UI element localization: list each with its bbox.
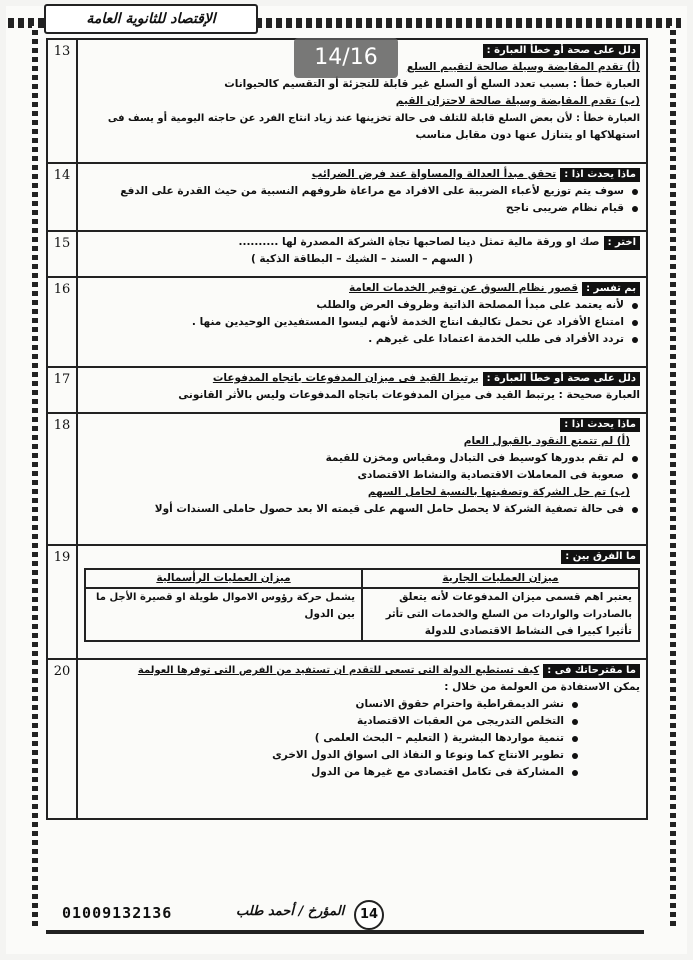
question-body bbox=[78, 414, 646, 544]
question-body bbox=[78, 546, 646, 658]
column-line: تأثيرا كبيرا فى النشاط الاقتصادى للدولة bbox=[424, 625, 632, 637]
question-prompt: دلل على صحة أو خطأ العبارة : bbox=[483, 44, 640, 58]
question-number: 16 bbox=[48, 278, 78, 366]
column-line: بالصادرات والواردات من السلع والخدمات التى تأثر bbox=[385, 609, 632, 620]
answer-bullet: نشر الديمقراطية واحترام حقوق الانسان bbox=[84, 696, 580, 713]
question-body bbox=[78, 278, 646, 366]
answer-options: ( السهم – السند – الشيك – البطاقة الذكية ) bbox=[250, 253, 474, 265]
comparison-column-capital bbox=[86, 570, 363, 640]
left-ornament-border bbox=[32, 26, 38, 926]
answer-intro: يمكن الاستفادة من العولمة من خلال : bbox=[444, 681, 640, 693]
answer-bullet: تنمية مواردها البشرية ( التعليم – البحث العلمى ) bbox=[84, 730, 580, 747]
question-body bbox=[78, 368, 646, 412]
answer-bullet: تطوير الانتاج كما ونوعا و النفاذ الى اسواق الدول الاخرى bbox=[84, 747, 580, 764]
top-ornament-border bbox=[256, 18, 681, 28]
question-row-17 bbox=[48, 368, 646, 414]
question-number: 17 bbox=[48, 368, 78, 412]
question-row-16 bbox=[48, 278, 646, 368]
question-number: 18 bbox=[48, 414, 78, 544]
page-counter-badge: 14/16 bbox=[294, 38, 398, 78]
answer-bullet: لم تقم بدورها كوسيط فى التبادل ومقياس ومخزن للقيمة bbox=[84, 450, 640, 467]
column-header: ميزان العمليات الرأسمالية bbox=[86, 570, 361, 589]
top-ornament-border-left bbox=[8, 18, 48, 28]
question-prompt: بم تفسر : bbox=[582, 282, 640, 296]
answer-bullet: صعوبة فى المعاملات الاقتصادية والنشاط الاقتصادى bbox=[84, 467, 640, 484]
question-body bbox=[78, 164, 646, 230]
question-prompt: اختر : bbox=[604, 236, 640, 250]
answer-bullet: امتناع الأفراد عن تحمل تكاليف انتاج الخدمة لأنهم ليسوا المستفيدين الوحيدين منها . bbox=[84, 314, 640, 331]
answer-bullet: سوف يتم توزيع لأعباء الضريبة على الافراد مع مراعاة ظروفهم النسبية من حيث القدرة على الدفع bbox=[84, 183, 640, 200]
answer-a: العبارة خطأ : بسبب تعدد السلع أو السلع غير قابلة للتجزئة أو التقسيم كالحيوانات bbox=[224, 78, 640, 90]
column-line: بين الدول bbox=[304, 608, 355, 620]
answer-b-line1: العبارة خطأ : لأن بعض السلع قابلة للتلف فى حالة تخزينها عند زياد انتاج الفرد عن حاجته اليومية أو يسف فى bbox=[107, 113, 640, 124]
answer-bullet: قيام نظام ضريبى ناجح bbox=[84, 200, 640, 217]
question-row-15 bbox=[48, 232, 646, 278]
answer-text: العبارة صحيحة : يرتبط القيد فى ميزان المدفوعات باتجاه المدفوعات وليس بالأثر القانونى bbox=[178, 389, 640, 401]
comparison-table bbox=[84, 568, 640, 642]
sub-question-b: (ب) تقدم المقايضة وسيلة صالحة لاحتزان القيم bbox=[395, 95, 640, 107]
answer-b-line2: استهلاكها او يتنازل عنها دون مقابل مناسب bbox=[415, 129, 640, 141]
column-line: يشمل حركة رؤوس الاموال طويلة او قصيرة الأجل ما bbox=[96, 592, 355, 603]
question-row-19 bbox=[48, 546, 646, 660]
page-number: 14 bbox=[354, 900, 384, 930]
question-body bbox=[78, 660, 646, 818]
answer-bullet: تردد الأفراد فى طلب الخدمة اعتمادا على غيرهم . bbox=[84, 331, 640, 348]
comparison-column-current bbox=[363, 570, 638, 640]
page-footer bbox=[46, 900, 644, 932]
question-number: 13 bbox=[48, 40, 78, 162]
answer-bullet: المشاركة فى تكامل اقتصادى مع غيرها من الدول bbox=[84, 764, 580, 781]
question-number: 20 bbox=[48, 660, 78, 818]
question-text: تحقق مبدأ العدالة والمساواة عند فرض الضرائب bbox=[311, 168, 557, 180]
header-title: الإقتصاد للثانوية العامة bbox=[44, 4, 258, 34]
question-text: يرتبط القيد فى ميزان المدفوعات باتجاه المدفوعات bbox=[212, 372, 479, 384]
column-header: ميزان العمليات الجارية bbox=[363, 570, 638, 589]
column-line: يعتبر اهم قسمى ميزان المدفوعات لأنه يتعلق bbox=[399, 591, 632, 603]
question-number: 19 bbox=[48, 546, 78, 658]
answer-bullet: فى حالة تصفية الشركة لا يحصل حامل السهم على قيمته الا بعد حصول حاملى السندات أولا bbox=[84, 501, 640, 518]
sub-question-a: (أ) لم تتمتع النقود بالقبول العام bbox=[463, 435, 630, 447]
question-row-14 bbox=[48, 164, 646, 232]
answer-bullet: التخلص التدريجى من العقبات الاقتصادية bbox=[84, 713, 580, 730]
question-prompt: دلل على صحة أو خطأ العبارة : bbox=[483, 372, 640, 386]
question-prompt: ماذا يحدث اذا : bbox=[560, 418, 640, 432]
sub-question-a: (أ) تقدم المقايضة وسيلة صالحة لتقييم السلع bbox=[406, 61, 640, 73]
question-body bbox=[78, 232, 646, 276]
phone-number: 01009132136 bbox=[62, 904, 173, 922]
question-prompt: ماذا يحدث اذا : bbox=[560, 168, 640, 182]
footer-rule bbox=[46, 930, 644, 934]
answer-bullet: لأنه يعتمد على مبدأ المصلحة الذاتية وظروف العرض والطلب bbox=[84, 297, 640, 314]
question-prompt: ما مقترحاتك فى : bbox=[543, 664, 640, 678]
question-text: قصور نظام السوق عن توفير الخدمات العامة bbox=[349, 282, 579, 294]
question-row-20 bbox=[48, 660, 646, 820]
right-ornament-border bbox=[670, 26, 676, 926]
question-row-18 bbox=[48, 414, 646, 546]
question-text: صك او ورقة مالية تمثل دينا لصاحبها تجاة الشركة المصدرة لها .......... bbox=[238, 236, 600, 248]
question-number: 14 bbox=[48, 164, 78, 230]
question-text: كيف تستطيع الدولة التى تسعى للتقدم ان تستفيد من الفرص التى توفرها العولمة bbox=[137, 665, 540, 676]
question-prompt: ما الفرق بين : bbox=[561, 550, 640, 564]
author-name: المؤرخ / أحمد طلب bbox=[236, 904, 345, 919]
question-number: 15 bbox=[48, 232, 78, 276]
sub-question-b: (ب) تم حل الشركة وتصفيتها بالنسبة لحامل السهم bbox=[367, 486, 630, 498]
questions-table bbox=[46, 38, 648, 820]
